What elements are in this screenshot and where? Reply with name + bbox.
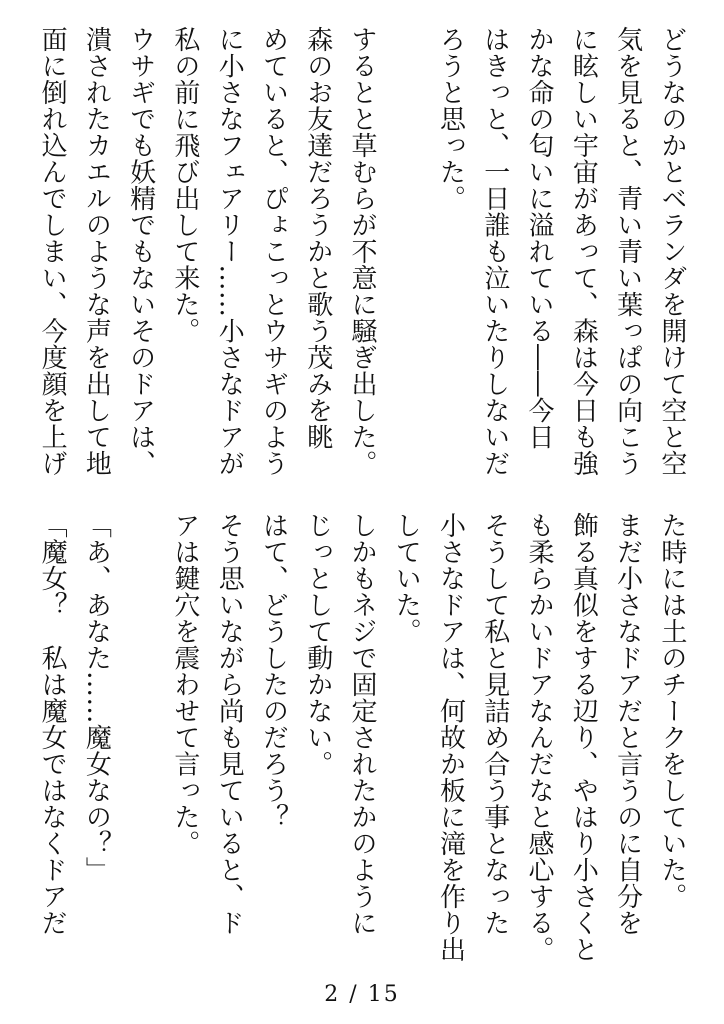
column-text: アは鍵穴を震わせて言った。 [169,512,200,857]
column-text: するとと草むらが不意に騒ぎ出した。 [346,26,377,477]
text-column [163,26,207,472]
column-text: じっとして動かない。 [302,512,333,777]
text-column [30,512,74,956]
text-column [74,26,118,477]
column-text: まだ小さなドアだと言うのに自分を [612,512,643,936]
column-text: はきっと、一日誰も泣いたりしないだ [479,26,510,477]
text-column [163,512,207,956]
column-text: に眩しい宇宙があって、森は今日も強 [568,26,599,477]
text-column [384,512,428,956]
text-column [561,26,605,477]
column-text: 飾る真似をする辺り、やはり小さくと [568,512,599,963]
text-column [428,26,472,472]
column-text: していた。 [391,512,422,645]
text-column [340,512,384,956]
column-text: はて、どうしたのだろう？ [258,512,289,830]
column-text: に小さなフェアリー……小さなドアが [214,26,245,477]
text-column [650,26,694,477]
text-column [207,26,251,477]
text-column [340,26,384,477]
column-text: 「魔女？ 私は魔女ではなくドアだ [37,512,68,936]
text-column [650,512,694,956]
text-column [296,26,340,472]
column-text: めていると、ぴょこっとウサギのよう [258,26,289,477]
text-column [251,512,295,956]
column-text: そう思いながら尚も見ていると、ド [214,512,245,936]
text-column [517,26,561,472]
text-column [428,512,472,963]
lower-text-block [30,512,694,963]
text-column [74,512,118,956]
column-text: 気を見ると、青い青い葉っぱの向こう [612,26,643,477]
column-text: ウサギでも妖精でもないそのドアは、 [125,26,156,477]
upper-text-block [30,26,694,477]
column-text: 森のお友達だろうかと歌う茂みを眺 [302,26,333,450]
column-text: かな命の匂いに溢れている――今日 [524,26,555,450]
text-column [473,26,517,477]
column-text: 面に倒れ込んでしまい、今度顔を上げ [37,26,68,477]
text-column [384,26,428,472]
text-column [30,26,74,477]
column-text: 潰されたカエルのような声を出して地 [81,26,112,477]
column-text: 私の前に飛び出して来た。 [169,26,200,344]
column-text: そうして私と見詰め合う事となった [479,512,510,936]
text-column [517,512,561,963]
text-column [605,512,649,956]
column-text: た時には土のチークをしていた。 [656,512,687,910]
text-column [473,512,517,956]
text-column [119,26,163,477]
text-column [207,512,251,956]
column-text: どうなのかとベランダを開けて空と空 [656,26,687,477]
text-column [251,26,295,477]
text-column [296,512,340,956]
column-text: 小さなドアは、何故か板に滝を作り出 [435,512,466,963]
column-text: も柔らかいドアなんだなと感心する。 [524,512,555,963]
text-column [605,26,649,477]
column-text: しかもネジで固定されたかのように [346,512,377,936]
text-column [119,512,163,956]
column-text: 「あ、あなた……魔女なの？」 [81,512,112,883]
column-text: ろうと思った。 [435,26,466,212]
text-column [561,512,605,963]
page-number: 2 / 15 [324,982,400,1007]
